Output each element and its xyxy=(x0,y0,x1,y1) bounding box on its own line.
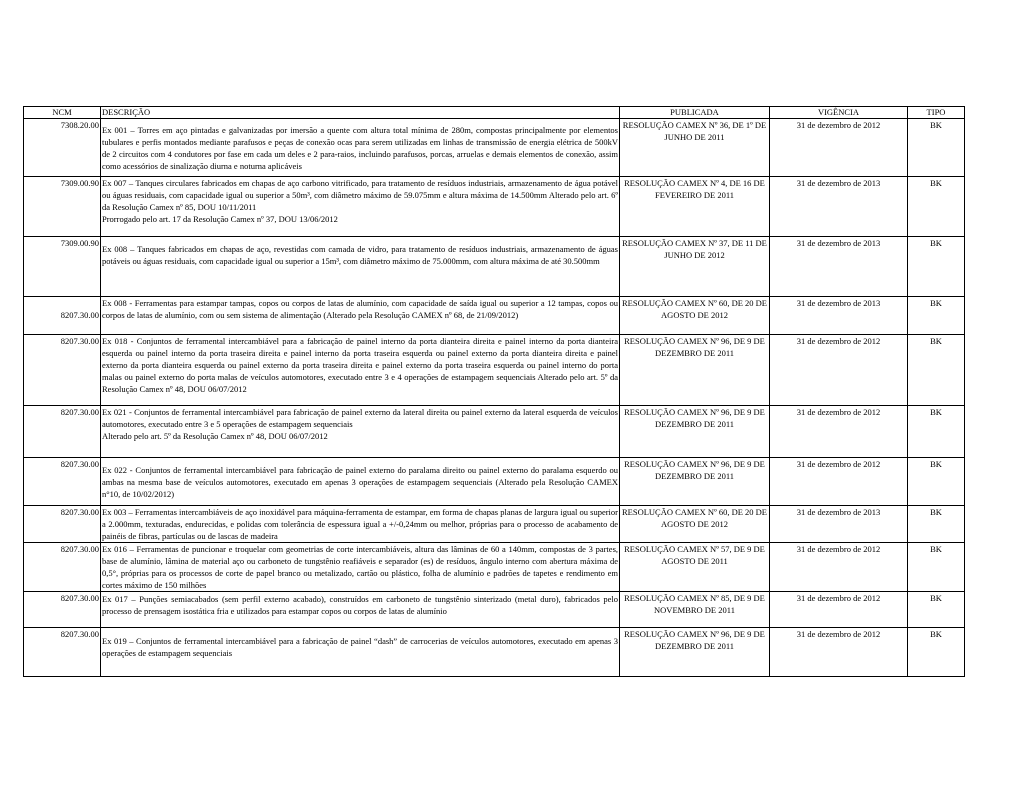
publication-cell: RESOLUÇÃO CAMEX Nº 85, DE 9 DE NOVEMBRO DE 2011 xyxy=(620,592,770,628)
ncm-cell: 8207.30.00 xyxy=(24,406,101,458)
description-cell: Ex 022 - Conjuntos de ferramental intercambiável para fabricação de painel externo do paralama direito ou painel externo do paralama esquerdo ou ambas na mesma base de veículos automotores, executado em apenas 3 operações de estampagem sequenciais (Alterado pela Resolução CAMEX n°10, de 10/02/2012) xyxy=(101,458,620,506)
validity-cell: 31 de dezembro de 2012 xyxy=(770,458,908,506)
ncm-cell: 8207.30.00 xyxy=(24,628,101,677)
description-cell xyxy=(101,177,620,237)
table-row xyxy=(24,543,965,592)
type-cell: BK xyxy=(908,406,965,458)
header-publicada: PUBLICADA xyxy=(620,107,770,119)
publication-cell: RESOLUÇÃO CAMEX Nº 96, DE 9 DE DEZEMBRO DE 2011 xyxy=(620,458,770,506)
description-cell: Ex 003 – Ferramentas intercambiáveis de aço inoxidável para máquina-ferramenta de estampar, em forma de chapas planas de largura igual ou superior a 2.000mm, texturadas, endurecidas, e polidas com tolerância de espessura igual a +/-0,24mm ou melhor, próprias para o processo de acabamento de painéis de fibras, partículas ou de lascas de madeira xyxy=(102,507,618,541)
type-cell: BK xyxy=(908,628,965,677)
table-row xyxy=(24,592,965,628)
ncm-cell: 8207.30.00 xyxy=(24,543,101,592)
validity-cell: 31 de dezembro de 2013 xyxy=(770,297,908,335)
ncm-cell: 8207.30.00 xyxy=(24,458,101,506)
table-row xyxy=(24,458,965,506)
header-ncm: NCM xyxy=(24,107,101,119)
description-text: Ex 021 - Conjuntos de ferramental intercambiável para fabricação de painel externo da lateral direita ou painel externo da lateral esquerda de veículos automotores, executado entre 3 e 5 operações de estampagem sequenciais xyxy=(102,407,618,429)
description-note: Alterado pelo art. 5º da Resolução Camex nº 48, DOU 06/07/2012 xyxy=(102,431,328,441)
publication-cell: RESOLUÇÃO CAMEX Nº 37, DE 11 DE JUNHO DE 2012 xyxy=(620,237,770,297)
type-cell: BK xyxy=(908,237,965,297)
table-row xyxy=(24,628,965,677)
description-cell: Ex 016 – Ferramentas de puncionar e troquelar com geometrias de corte intercambiáveis, altura das lâminas de 60 a 140mm, compostas de 3 partes, base de alumínio, lâmina de material aço ou carboneto de tungstênio reafiáveis e separador (es) de resíduos, ângulo interno com abertura máxima de 0,5°, próprias para os processos de corte de papel branco ou metalizado, cartão ou plástico, folha de alumínio e padrões de tapetes e rendimento em cortes máximo de 150 milhões xyxy=(102,544,618,590)
table-row xyxy=(24,406,965,458)
description-cell: Ex 019 – Conjuntos de ferramental intercambiável para a fabricação de painel “dash” de carrocerias de veículos automotores, executado em apenas 3 operações de estampagem sequenciais xyxy=(101,628,620,677)
description-cell: Ex 017 – Punções semiacabados (sem perfil externo acabado), construídos em carboneto de tungstênio sinterizado (metal duro), fabricados pelo processo de prensagem isostática fria e utilizados para estampar copos ou corpos de latas de alumínio xyxy=(101,592,620,628)
type-cell: BK xyxy=(908,506,965,543)
validity-cell: 31 de dezembro de 2013 xyxy=(770,177,908,237)
publication-cell: RESOLUÇÃO CAMEX Nº 57, DE 9 DE AGOSTO DE 2011 xyxy=(620,543,770,592)
description-cell: Ex 001 – Torres em aço pintadas e galvanizadas por imersão a quente com altura total mínima de 280m, compostas principalmente por elementos tubulares e perfis montados mediante parafusos e peças de conexão ocas para serem utilizadas em linhas de transmissão de energia elétrica de 500kV de 2 circuitos com 4 condutores por fase em cada um deles e 2 para-raios, incluindo parafusos, porcas, arruelas e demais elementos de conexão, assim como acessórios de sinalização diurna e noturna aplicáveis xyxy=(101,119,620,177)
table-row xyxy=(24,177,965,237)
type-cell: BK xyxy=(908,119,965,177)
description-cell: Ex 018 - Conjuntos de ferramental intercambiável para a fabricação de painel interno da porta dianteira direita e painel interno da porta dianteira esquerda ou painel interno da porta traseira direita e painel interno da porta traseira esquerda ou painel externo da porta dianteira direita e painel externo da porta dianteira esquerda ou painel externo da porta traseira direita e painel externo da porta traseira esquerda ou painel interno do porta malas ou painel externo do porta malas de veículos automotores, executado entre 3 e 4 operações de estampagem sequenciais Alterado pelo art. 5º da Resolução Camex nº 48, DOU 06/07/2012 xyxy=(101,335,620,406)
description-cell xyxy=(101,406,620,458)
description-text: Ex 007 – Tanques circulares fabricados em chapas de aço carbono vitrificado, para tratamento de resíduos industriais, armazenamento de água potável ou águas residuais, com capacidade igual ou superior a 50m³, com diâmetro máximo de 59.075mm e altura máxima de 14.500mm Alterado pelo art. 6º da Resolução Camex nº 85, DOU 10/11/2011 xyxy=(102,178,618,212)
ncm-cell: 7308.20.00 xyxy=(24,119,101,177)
header-vigencia: VIGÊNCIA xyxy=(770,107,908,119)
type-cell: BK xyxy=(908,177,965,237)
type-cell: BK xyxy=(908,297,965,335)
table-row xyxy=(24,335,965,406)
ncm-cell: 8207.30.00 xyxy=(24,335,101,406)
table-header-row xyxy=(24,107,965,119)
type-cell: BK xyxy=(908,543,965,592)
type-cell: BK xyxy=(908,458,965,506)
table-row xyxy=(24,506,965,543)
validity-cell: 31 de dezembro de 2012 xyxy=(770,406,908,458)
ncm-cell: 8207.30.00 xyxy=(24,297,101,335)
publication-cell: RESOLUÇÃO CAMEX Nº 96, DE 9 DE DEZEMBRO DE 2011 xyxy=(620,406,770,458)
type-cell: BK xyxy=(908,592,965,628)
validity-cell: 31 de dezembro de 2012 xyxy=(770,119,908,177)
ncm-cell: 7309.00.90 xyxy=(24,177,101,237)
validity-cell: 31 de dezembro de 2013 xyxy=(770,237,908,297)
header-tipo: TIPO xyxy=(908,107,965,119)
ncm-cell: 8207.30.00 xyxy=(24,592,101,628)
table-row xyxy=(24,119,965,177)
ncm-cell: 7309.00.90 xyxy=(24,237,101,297)
description-cell: Ex 008 – Tanques fabricados em chapas de aço, revestidas com camada de vidro, para tratamento de resíduos industriais, armazenamento de águas potáveis ou águas residuais, com capacidade igual ou superior a 15m³, com diâmetro máximo de 75.000mm, com altura máxima de até 30.500mm xyxy=(101,237,620,297)
description-note: Prorrogado pelo art. 17 da Resolução Camex nº 37, DOU 13/06/2012 xyxy=(102,214,338,224)
validity-cell: 31 de dezembro de 2013 xyxy=(770,506,908,543)
publication-cell: RESOLUÇÃO CAMEX Nº 4, DE 16 DE FEVEREIRO DE 2011 xyxy=(620,177,770,237)
publication-cell: RESOLUÇÃO CAMEX Nº 96, DE 9 DE DEZEMBRO DE 2011 xyxy=(620,335,770,406)
publication-cell: RESOLUÇÃO CAMEX Nº 60, DE 20 DE AGOSTO DE 2012 xyxy=(620,506,770,543)
validity-cell: 31 de dezembro de 2012 xyxy=(770,335,908,406)
table-row xyxy=(24,297,965,335)
validity-cell: 31 de dezembro de 2012 xyxy=(770,543,908,592)
ncm-table xyxy=(23,106,965,677)
publication-cell: RESOLUÇÃO CAMEX Nº 36, DE 1º DE JUNHO DE 2011 xyxy=(620,119,770,177)
ncm-cell: 8207.30.00 xyxy=(24,506,101,543)
description-cell: Ex 008 - Ferramentas para estampar tampas, copos ou corpos de latas de alumínio, com capacidade de saída igual ou superior a 12 tampas, copos ou corpos de latas de alumínio, com ou sem sistema de alimentação (Alterado pela Resolução CAMEX nº 68, de 21/09/2012) xyxy=(101,297,620,335)
validity-cell: 31 de dezembro de 2012 xyxy=(770,592,908,628)
publication-cell: RESOLUÇÃO CAMEX Nº 60, DE 20 DE AGOSTO DE 2012 xyxy=(620,297,770,335)
validity-cell: 31 de dezembro de 2012 xyxy=(770,628,908,677)
type-cell: BK xyxy=(908,335,965,406)
table-row xyxy=(24,237,965,297)
header-descricao: DESCRIÇÃO xyxy=(101,107,620,119)
publication-cell: RESOLUÇÃO CAMEX Nº 96, DE 9 DE DEZEMBRO DE 2011 xyxy=(620,628,770,677)
